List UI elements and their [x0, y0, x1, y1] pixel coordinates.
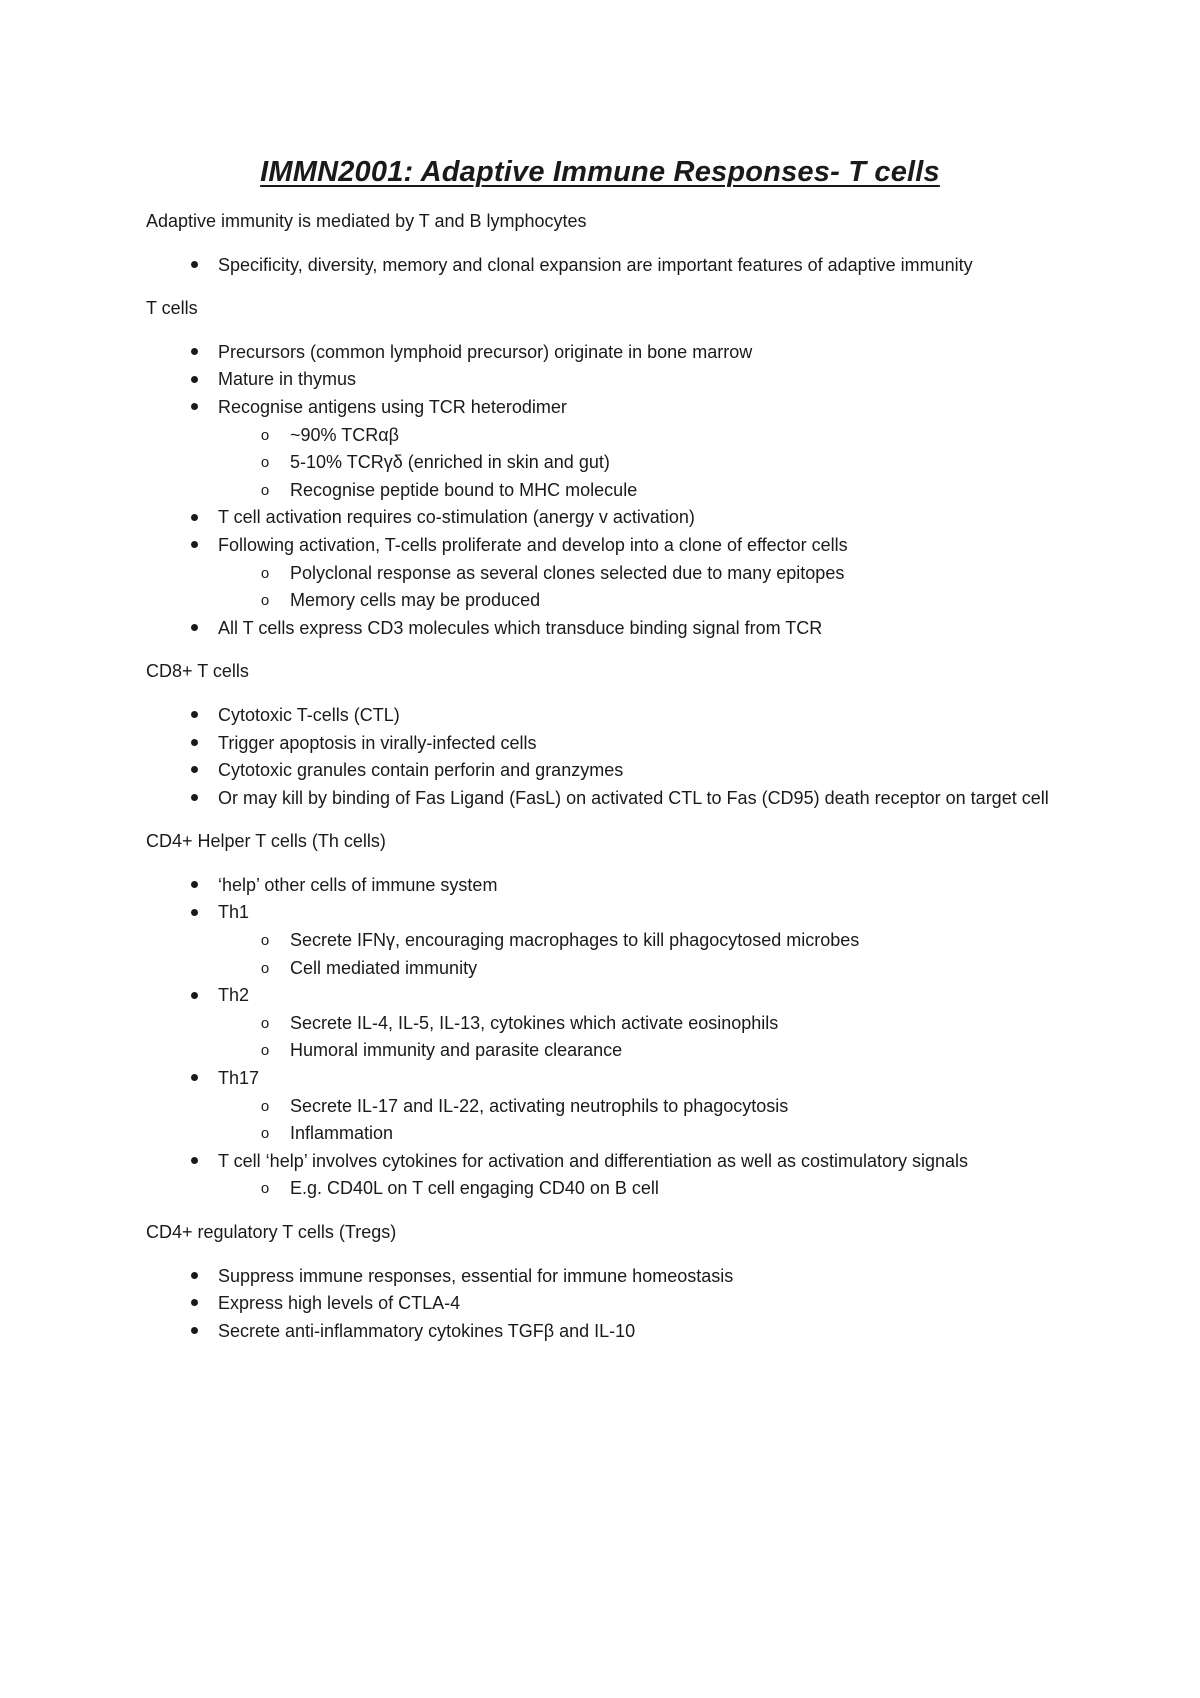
sub-list-item-text: 5-10% TCRγδ (enriched in skin and gut): [290, 452, 610, 473]
circle-bullet-icon: o: [260, 426, 270, 444]
sub-list-item-text: Secrete IFNγ, encouraging macrophages to kill phagocytosed microbes: [290, 930, 860, 951]
circle-bullet-icon: o: [260, 1180, 270, 1198]
bullet-list: [146, 339, 1066, 643]
list-item: [146, 982, 1066, 1065]
circle-bullet-icon: o: [260, 454, 270, 472]
bullet-icon: [184, 339, 204, 367]
document-body: [146, 208, 1066, 1361]
list-item-text: Secrete anti-inflammatory cytokines TGFβ and IL-10: [218, 1320, 636, 1341]
intro-paragraph: Adaptive immunity is mediated by T and B lymphocytes: [146, 211, 587, 231]
list-item-text: Specificity, diversity, memory and clonal expansion are important features of adaptive immunity: [218, 254, 973, 275]
list-item-text: Following activation, T-cells proliferate and develop into a clone of effector cells: [218, 534, 848, 555]
list-item: [146, 899, 1066, 982]
sub-list-item: [218, 1093, 1066, 1121]
bullet-list: [146, 1263, 1066, 1346]
list-item-text: Mature in thymus: [218, 369, 357, 390]
sub-list-item-text: Humoral immunity and parasite clearance: [290, 1040, 623, 1061]
bullet-icon: [184, 615, 204, 643]
list-item-text: Th2: [218, 985, 250, 1006]
bullet-icon: [184, 757, 204, 785]
bullet-icon: [184, 1318, 204, 1346]
circle-bullet-icon: o: [260, 592, 270, 610]
list-item: [146, 757, 1066, 785]
list-item-text: T cell ‘help’ involves cytokines for activation and differentiation as well as costimulatory signals: [218, 1150, 969, 1171]
list-item: [146, 1318, 1066, 1346]
list-item-text: Trigger apoptosis in virally-infected cells: [218, 732, 537, 753]
sub-list: [218, 1010, 1066, 1065]
bullet-icon: [184, 532, 204, 560]
sub-list-item: [218, 477, 1066, 505]
bullet-icon: [184, 1065, 204, 1093]
section-heading: CD4+ Helper T cells (Th cells): [146, 831, 386, 852]
list-item-text: Th1: [218, 902, 250, 923]
sub-list-item-text: ~90% TCRαβ: [290, 424, 399, 445]
sub-list-item: [218, 1175, 1066, 1203]
bullet-icon: [184, 899, 204, 927]
list-item: [146, 730, 1066, 758]
sub-list-item-text: E.g. CD40L on T cell engaging CD40 on B cell: [290, 1178, 659, 1199]
list-item: [146, 1065, 1066, 1148]
sub-list-item-text: Recognise peptide bound to MHC molecule: [290, 479, 638, 500]
sub-list-item-text: Secrete IL-17 and IL-22, activating neutrophils to phagocytosis: [290, 1095, 789, 1116]
bullet-icon: [184, 504, 204, 532]
sub-list: [218, 422, 1066, 505]
sub-list-item: [218, 1120, 1066, 1148]
list-item: [146, 785, 1066, 813]
bullet-icon: [184, 872, 204, 900]
circle-bullet-icon: o: [260, 564, 270, 582]
bullet-icon: [184, 1263, 204, 1291]
list-item-text: Suppress immune responses, essential for immune homeostasis: [218, 1265, 734, 1286]
list-item-text: Cytotoxic T-cells (CTL): [218, 704, 400, 725]
circle-bullet-icon: o: [260, 959, 270, 977]
sub-list-item-text: Secrete IL-4, IL-5, IL-13, cytokines which activate eosinophils: [290, 1012, 779, 1033]
bullet-icon: [184, 252, 204, 280]
bullet-icon: [184, 394, 204, 422]
bullet-icon: [184, 366, 204, 394]
list-item: [146, 872, 1066, 900]
list-item-text: ‘help’ other cells of immune system: [218, 874, 498, 895]
bullet-list: [146, 872, 1066, 1203]
sub-list-item: [218, 1037, 1066, 1065]
circle-bullet-icon: o: [260, 1014, 270, 1032]
bullet-list: [146, 702, 1066, 812]
list-item: [146, 1290, 1066, 1318]
list-item: [146, 366, 1066, 394]
section-heading: CD4+ regulatory T cells (Tregs): [146, 1222, 397, 1242]
list-item-text: Cytotoxic granules contain perforin and granzymes: [218, 760, 624, 781]
list-item: [146, 1263, 1066, 1291]
sub-list: [218, 1093, 1066, 1148]
list-item: [146, 394, 1066, 504]
sub-list: [218, 1175, 1066, 1203]
sub-list-item: [218, 422, 1066, 450]
sub-list: [218, 560, 1066, 615]
sub-list: [218, 927, 1066, 982]
intro-list: [146, 252, 1066, 280]
list-item: [146, 339, 1066, 367]
sub-list-item-text: Inflammation: [290, 1123, 394, 1144]
circle-bullet-icon: o: [260, 1097, 270, 1115]
bullet-icon: [184, 730, 204, 758]
sub-list-item: [218, 449, 1066, 477]
page-title: IMMN2001: Adaptive Immune Responses- T cells: [260, 156, 940, 188]
bullet-icon: [184, 702, 204, 730]
bullet-icon: [184, 1148, 204, 1176]
circle-bullet-icon: o: [260, 932, 270, 950]
bullet-icon: [184, 1290, 204, 1318]
circle-bullet-icon: o: [260, 481, 270, 499]
list-item: [146, 252, 1066, 280]
sub-list-item-text: Memory cells may be produced: [290, 590, 541, 611]
list-item-text: Precursors (common lymphoid precursor) originate in bone marrow: [218, 341, 753, 362]
list-item-text: All T cells express CD3 molecules which transduce binding signal from TCR: [218, 617, 823, 638]
list-item: [146, 532, 1066, 615]
list-item: [146, 504, 1066, 532]
sub-list-item: [218, 927, 1066, 955]
circle-bullet-icon: o: [260, 1042, 270, 1060]
sub-list-item-text: Cell mediated immunity: [290, 957, 478, 978]
list-item-text: Recognise antigens using TCR heterodimer: [218, 396, 567, 417]
list-item-text: T cell activation requires co-stimulation (anergy v activation): [218, 507, 695, 528]
sub-list-item: [218, 1010, 1066, 1038]
bullet-icon: [184, 982, 204, 1010]
list-item-text: Or may kill by binding of Fas Ligand (FasL) on activated CTL to Fas (CD95) death receptor on target cell: [218, 787, 1049, 808]
list-item-text: Th17: [218, 1068, 260, 1089]
list-item-text: Express high levels of CTLA-4: [218, 1293, 461, 1314]
sub-list-item: [218, 955, 1066, 983]
sections: [146, 295, 1066, 1345]
sub-list-item-text: Polyclonal response as several clones selected due to many epitopes: [290, 562, 845, 583]
list-item: [146, 702, 1066, 730]
sub-list-item: [218, 587, 1066, 615]
circle-bullet-icon: o: [260, 1125, 270, 1143]
section-heading: T cells: [146, 298, 198, 319]
list-item: [146, 615, 1066, 643]
list-item: [146, 1148, 1066, 1203]
bullet-icon: [184, 785, 204, 813]
sub-list-item: [218, 560, 1066, 588]
section-heading: CD8+ T cells: [146, 661, 249, 682]
